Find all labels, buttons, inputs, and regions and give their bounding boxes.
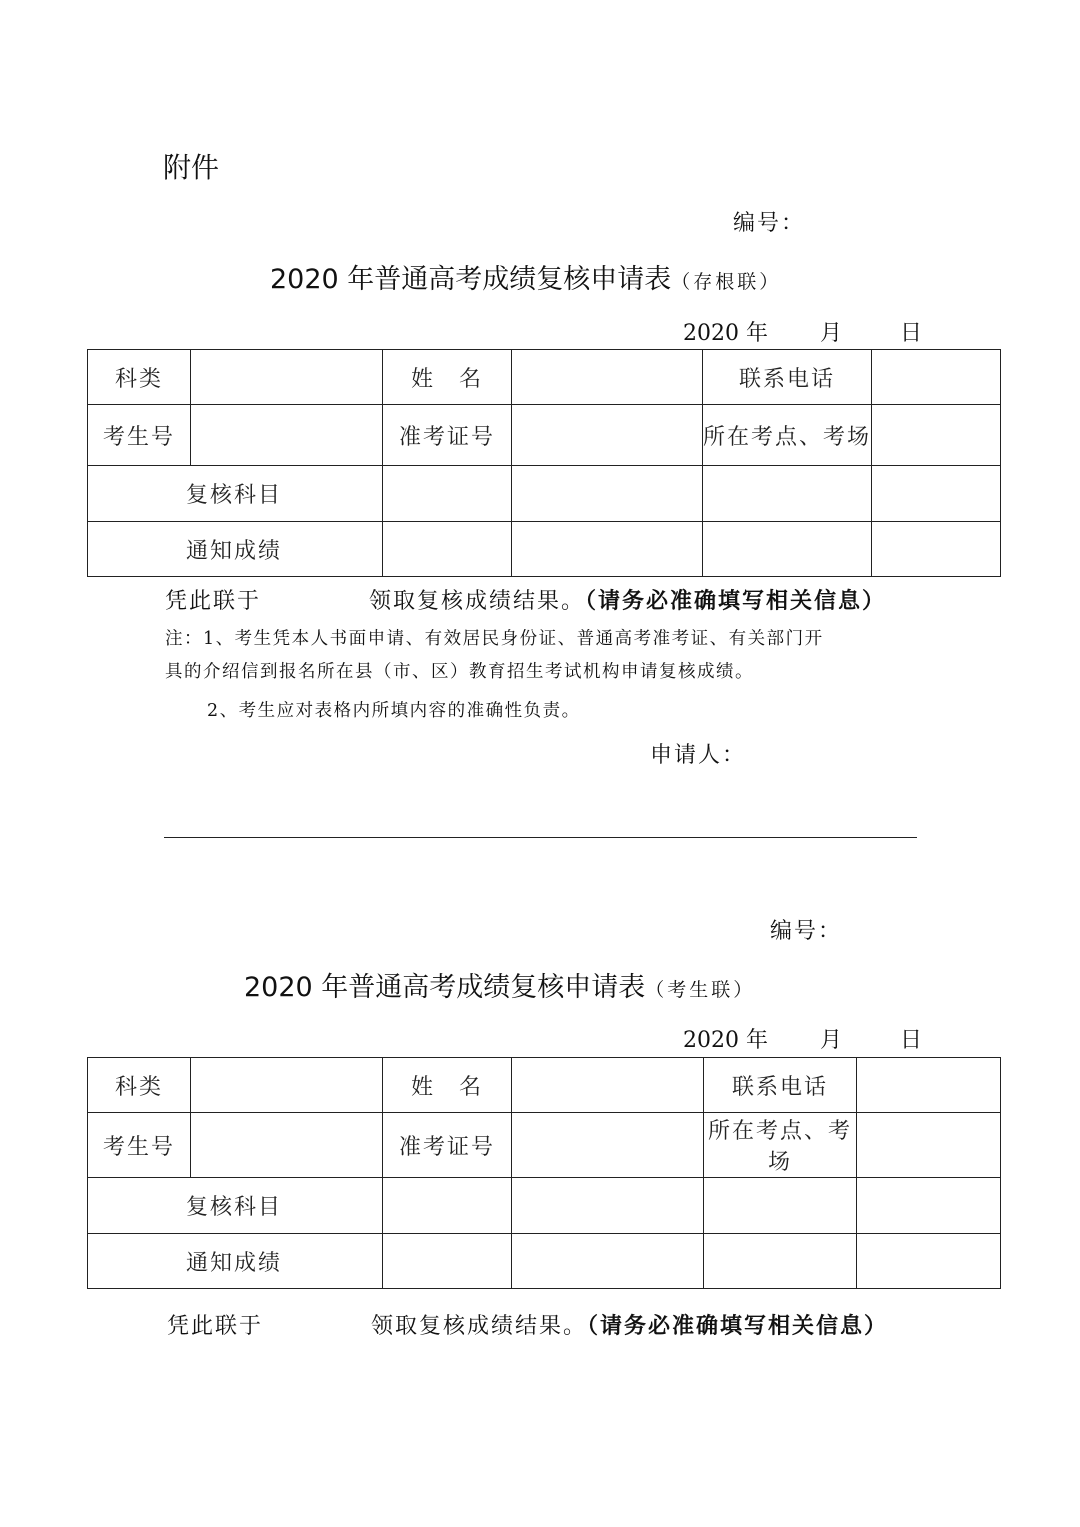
collect-emphasis: （请务必准确填写相关信息） (587, 1313, 889, 1339)
notified-score-field-1[interactable] (383, 1234, 512, 1289)
notified-score-field-1[interactable] (383, 522, 512, 577)
candidate-form-title (244, 965, 755, 1004)
table-row (88, 1234, 1001, 1289)
attachment-label: 附件 (163, 151, 220, 184)
notified-score-field-4[interactable] (857, 1234, 1001, 1289)
notified-score-label: 通知成绩 (88, 1234, 383, 1289)
collect-suffix: 领取复核成绩结果。 (371, 1314, 588, 1339)
collect-suffix: 领取复核成绩结果。 (369, 589, 586, 614)
exam-site-field[interactable] (872, 405, 1001, 466)
subject-type-label: 科类 (88, 1058, 191, 1113)
table-row (88, 522, 1001, 577)
name-label: 姓 名 (383, 350, 512, 405)
candidate-date-day: 日 (900, 1028, 923, 1053)
phone-label: 联系电话 (704, 1058, 857, 1113)
candidate-number-field[interactable] (191, 405, 383, 466)
note-line-3: 2、考生应对表格内所填内容的准确性负责。 (207, 701, 581, 721)
admission-ticket-field[interactable] (512, 405, 703, 466)
table-row (88, 466, 1001, 522)
stub-form-title (270, 257, 781, 296)
applicant-label: 申请人： (650, 743, 747, 768)
name-field[interactable] (512, 350, 703, 405)
collect-prefix: 凭此联于 (165, 589, 262, 614)
review-subject-field-3[interactable] (704, 1178, 857, 1234)
review-subject-field-4[interactable] (857, 1178, 1001, 1234)
table-row (88, 1058, 1001, 1113)
admission-ticket-label: 准考证号 (383, 1113, 512, 1178)
stub-date-year: 2020 年 (683, 321, 768, 346)
notified-score-label: 通知成绩 (88, 522, 383, 577)
subject-type-label: 科类 (88, 350, 191, 405)
candidate-number-field[interactable] (191, 1113, 383, 1178)
candidate-collect-line (167, 1309, 888, 1340)
review-subject-label: 复核科目 (88, 1178, 383, 1234)
review-subject-field-3[interactable] (703, 466, 872, 522)
stub-date-line (683, 316, 922, 347)
notified-score-field-3[interactable] (704, 1234, 857, 1289)
review-subject-field-1[interactable] (383, 1178, 512, 1234)
note-line-1: 注：1、考生凭本人书面申请、有效居民身份证、普通高考准考证、有关部门开 (165, 629, 824, 649)
exam-site-field[interactable] (857, 1113, 1001, 1178)
table-row (88, 405, 1001, 466)
note-line-2: 具的介绍信到报名所在县（市、区）教育招生考试机构申请复核成绩。 (165, 662, 754, 682)
table-row (88, 1178, 1001, 1234)
candidate-date-year: 2020 年 (683, 1028, 768, 1053)
stub-title-subtitle: （存根联） (671, 271, 782, 293)
serial-number-label-2: 编号： (770, 919, 843, 944)
table-row (88, 350, 1001, 405)
notified-score-field-3[interactable] (703, 522, 872, 577)
phone-label: 联系电话 (703, 350, 872, 405)
candidate-date-line (683, 1023, 922, 1054)
table-row (88, 1113, 1001, 1178)
phone-field[interactable] (872, 350, 1001, 405)
review-subject-field-2[interactable] (512, 1178, 704, 1234)
candidate-number-label: 考生号 (88, 405, 191, 466)
review-subject-field-2[interactable] (512, 466, 703, 522)
stub-collect-line (165, 584, 886, 615)
phone-field[interactable] (857, 1058, 1001, 1113)
name-label: 姓 名 (383, 1058, 512, 1113)
subject-type-field[interactable] (191, 350, 383, 405)
name-field[interactable] (512, 1058, 704, 1113)
admission-ticket-label: 准考证号 (383, 405, 512, 466)
review-subject-label: 复核科目 (88, 466, 383, 522)
review-subject-field-4[interactable] (872, 466, 1001, 522)
collect-emphasis: （请务必准确填写相关信息） (585, 588, 887, 614)
candidate-title-main: 2020 年普通高考成绩复核申请表 (244, 972, 646, 1003)
candidate-date-month: 月 (819, 1028, 842, 1053)
cut-divider-line (164, 837, 917, 838)
candidate-title-subtitle: （考生联） (645, 979, 756, 1001)
stub-title-main: 2020 年普通高考成绩复核申请表 (270, 264, 672, 295)
exam-site-label: 所在考点、考场 (703, 405, 872, 466)
admission-ticket-field[interactable] (512, 1113, 704, 1178)
subject-type-field[interactable] (191, 1058, 383, 1113)
exam-site-label: 所在考点、考场 (704, 1113, 857, 1178)
notified-score-field-2[interactable] (512, 1234, 704, 1289)
notified-score-field-2[interactable] (512, 522, 703, 577)
serial-number-label: 编号： (733, 211, 806, 236)
candidate-form-table (87, 1057, 1001, 1289)
review-subject-field-1[interactable] (383, 466, 512, 522)
collect-prefix: 凭此联于 (167, 1314, 264, 1339)
stub-date-day: 日 (900, 321, 923, 346)
candidate-number-label: 考生号 (88, 1113, 191, 1178)
stub-form-table (87, 349, 1001, 577)
notified-score-field-4[interactable] (872, 522, 1001, 577)
stub-date-month: 月 (819, 321, 842, 346)
